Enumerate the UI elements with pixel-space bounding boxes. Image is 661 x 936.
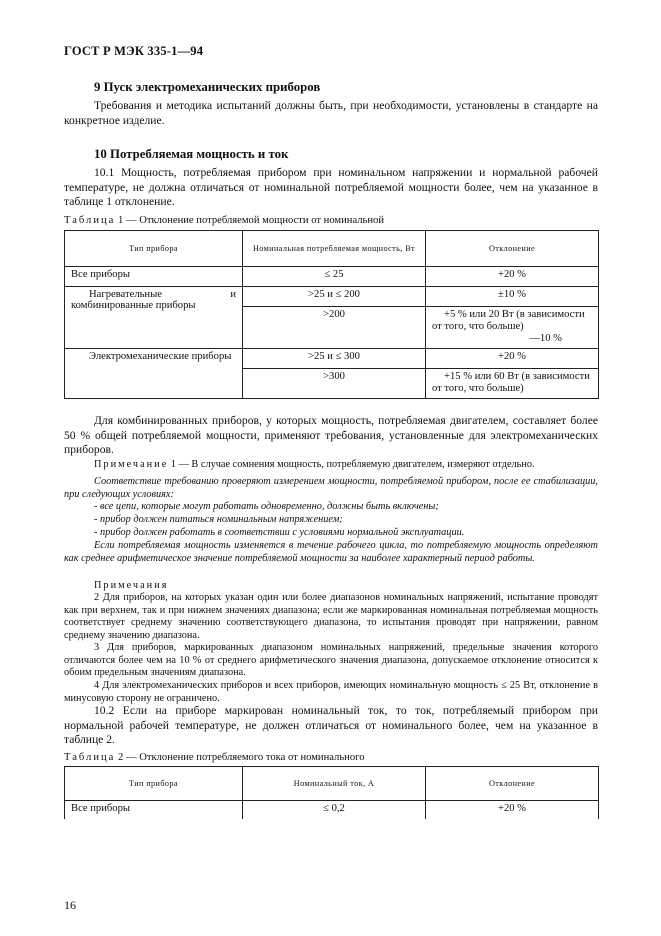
note-2: 2 Для приборов, на которых указан один или более диапазонов номинальных напряжений, испытание проводят как при верхнем, так и при нижнем значениях диапазона; если же маркированная номинальная потребляемая мощность соответствует среднему значению соответствующего диапазона, то испытания проводят при напряжении, равном среднему значению диапазона. <box>64 592 598 641</box>
condition-item: - прибор должен питаться номинальным напряжением; <box>94 514 343 525</box>
column-header: Номинальный ток, А <box>243 767 426 801</box>
table-cell: ≤ 25 <box>243 267 426 287</box>
table-cell: >200 <box>243 307 426 349</box>
table-row <box>65 801 599 819</box>
note-4: 4 Для электромеханических приборов и всех приборов, имеющих номинальную мощность ≤ 25 Вт, отклонение в минусовую сторону не ограничено. <box>64 680 598 704</box>
table-2-caption: Таблица 2 — Отклонение потребляемого тока от номинального <box>64 752 365 763</box>
condition-item: - все цепи, которые могут работать одновременно, должны быть включены; <box>94 501 439 512</box>
table-1-caption: Таблица 1 — Отклонение потребляемой мощности от номинальной <box>64 215 384 226</box>
table-cell: +20 % <box>426 349 599 369</box>
note-3: 3 Для приборов, маркированных диапазоном номинальных напряжений, предельные значения которого отличаются более чем на 10 % от среднего арифметического значения диапазона, допускаемое отклонение относится к обоим предельным значениям диапазона. <box>64 642 598 679</box>
table-cell: ±10 % <box>426 287 599 307</box>
table-cell: ≤ 0,2 <box>243 801 426 819</box>
column-header: Тип прибора <box>65 767 243 801</box>
compliance-intro: Соответствие требованию проверяют измерением мощности, потребляемой прибором, после ее стабилизации, при следующих условиях: <box>64 476 598 500</box>
column-header: Тип прибора <box>65 231 243 267</box>
table-cell: Все приборы <box>65 801 243 819</box>
table-cell: +15 % или 60 Вт (в зависимости от того, что больше) <box>426 369 599 399</box>
table-cell: Нагревательные и комбинированные приборы <box>65 287 243 349</box>
column-header: Отклонение <box>426 231 599 267</box>
page-number: 16 <box>64 898 76 912</box>
document-header: ГОСТ Р МЭК 335-1—94 <box>64 44 204 58</box>
table-cell: Электромеханические приборы <box>65 349 243 399</box>
table-1 <box>64 230 599 399</box>
table-row <box>65 349 599 369</box>
table-row <box>65 267 599 287</box>
section-9-title: 9 Пуск электромеханических приборов <box>94 80 321 94</box>
table-cell: >25 и ≤ 300 <box>243 349 426 369</box>
table-2 <box>64 766 599 819</box>
table-cell: >25 и ≤ 200 <box>243 287 426 307</box>
note-1: Примечание 1 — В случае сомнения мощность, потребляемую двигателем, измеряют отдельно. <box>94 459 535 470</box>
deviation-text: +5 % или 20 Вт (в зависимости от того, что больше) <box>432 309 585 332</box>
column-header: Номинальная потребляемая мощность, Вт <box>243 231 426 267</box>
deviation-negative: —10 % <box>529 333 562 344</box>
table-row <box>65 287 599 307</box>
table-cell: +20 % <box>426 801 599 819</box>
table-cell: >300 <box>243 369 426 399</box>
section-9-text: Требования и методика испытаний должны быть, при необходимости, установлены в стандарте на конкретное изделие. <box>64 99 598 127</box>
combined-devices-text: Для комбинированных приборов, у которых мощность, потребляемая двигателем, составляет более 50 % общей потребляемой мощности, применяют требования, установленные для электромеханических приборов. <box>64 414 598 457</box>
table-cell: +20 % <box>426 267 599 287</box>
table-cell: Все приборы <box>65 267 243 287</box>
section-10-title: 10 Потребляемая мощность и ток <box>94 147 289 161</box>
table-header-row <box>65 231 599 267</box>
table-cell <box>426 307 599 349</box>
notes-label: Примечания <box>94 580 169 591</box>
table-header-row <box>65 767 599 801</box>
column-header: Отклонение <box>426 767 599 801</box>
paragraph-10-1: 10.1 Мощность, потребляемая прибором при номинальном напряжении и нормальной рабочей температуре, не должна отличаться от номинальной потребляемой мощности более, чем на указанное в таблице 1 отклонение. <box>64 166 598 209</box>
cycle-text: Если потребляемая мощность изменяется в течение рабочего цикла, то потребляемую мощность определяют как среднее арифметическое значение потребляемой мощности за наиболее характерный период работы. <box>64 540 598 564</box>
paragraph-10-2: 10.2 Если на приборе маркирован номинальный ток, то ток, потребляемый прибором при нормальной рабочей температуре, не должен отличаться от номинального более, чем на указанное в таблице 2. <box>64 704 598 747</box>
condition-item: - прибор должен работать в соответствии с условиями нормальной эксплуатации. <box>94 527 465 538</box>
